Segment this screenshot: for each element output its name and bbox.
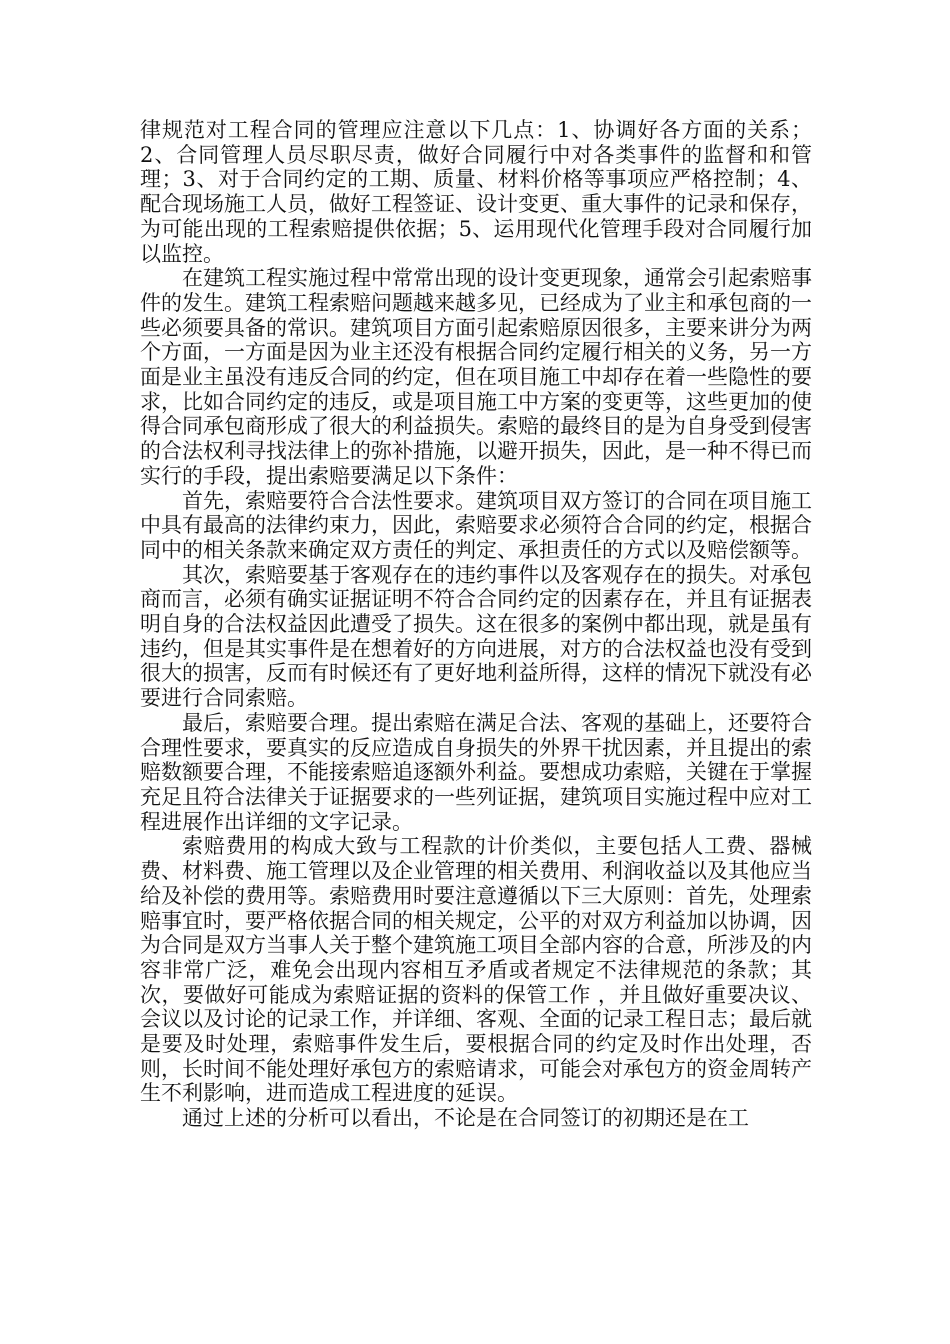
- paragraph-legality-requirement: 首先，索赔要符合合法性要求。建筑项目双方签订的合同在项目施工中具有最高的法律约束力，因此，索赔要求必须符合合同的约定，根据合同中的相关条款来确定双方责任的判定、承担责任的方式以及赔偿额等。: [140, 488, 812, 562]
- paragraph-conclusion-start: 通过上述的分析可以看出，不论是在合同签订的初期还是在工: [182, 1106, 749, 1131]
- paragraph-objectivity-requirement: 其次，索赔要基于客观存在的违约事件以及客观存在的损失。对承包商而言，必须有确实证据证明不符合合同约定的因素存在，并且有证据表明自身的合法权益因此遭受了损失。这在很多的案例中都出现，就是虽有违约，但是其实事件是在想着好的方向进展，对方的合法权益也没有受到很大的损害，反而有时候还有了更好地利益所得，这样的情况下就没有必要进行合同索赔。: [140, 562, 812, 711]
- paragraph-reasonableness-requirement: 最后，索赔要合理。提出索赔在满足合法、客观的基础上，还要符合合理性要求，要真实的反应造成自身损失的外界干扰因素，并且提出的索赔数额要合理，不能接索赔追逐额外利益。要想成功索赔，关键在于掌握充足且符合法律关于证据要求的一些列证据，建筑项目实施过程中应对工程进展作出详细的文字记录。: [140, 710, 812, 834]
- paragraph-claim-costs-principles: 索赔费用的构成大致与工程款的计价类似，主要包括人工费、器械费、材料费、施工管理以及企业管理的相关费用、利润收益以及其他应当给及补偿的费用等。索赔费用时要注意遵循以下三大原则：首先，处理索赔事宜时，要严格依据合同的相关规定，公平的对双方利益加以协调，因为合同是双方当事人关于整个建筑施工项目全部内容的合意，所涉及的内容非常广泛，难免会出现内容相互矛盾或者规定不法律规范的条款；其次，要做好可能成为索赔证据的资料的保管工作 ，并且做好重要决议、会议以及讨论的记录工作，并详细、客观、全面的记录工程日志；最后就是要及时处理，索赔事件发生后，要根据合同的约定及时作出处理，否则，长时间不能处理好承包方的索赔请求，可能会对承包方的资金周转产生不利影响，进而造成工程进度的延误。: [140, 834, 812, 1106]
- document-body: [140, 118, 812, 1131]
- paragraph-claim-causes: 在建筑工程实施过程中常常出现的设计变更现象，通常会引起索赔事件的发生。建筑工程索赔问题越来越多见，已经成为了业主和承包商的一些必须要具备的常识。建筑项目方面引起索赔原因很多，主要来讲分为两个方面，一方面是因为业主还没有根据合同约定履行相关的义务，另一方面是业主虽没有违反合同的约定，但在项目施工中却存在着一些隐性的要求，比如合同约定的违反，或是项目施工中方案的变更等，这些更加的使得合同承包商形成了很大的利益损失。索赔的最终目的是为自身受到侵害的合法权利寻找法律上的弥补措施，以避开损失，因此，是一种不得已而实行的手段，提出索赔要满足以下条件：: [140, 266, 812, 488]
- paragraph-contract-management-points: 律规范对工程合同的管理应注意以下几点：1、协调好各方面的关系；2、合同管理人员尽职尽责，做好合同履行中对各类事件的监督和和管理；3、对于合同约定的工期、质量、材料价格等事项应严格控制；4、配合现场施工人员，做好工程签证、设计变更、重大事件的记录和保存，为可能出现的工程索赔提供依据；5、运用现代化管理手段对合同履行加以监控。: [140, 118, 812, 266]
